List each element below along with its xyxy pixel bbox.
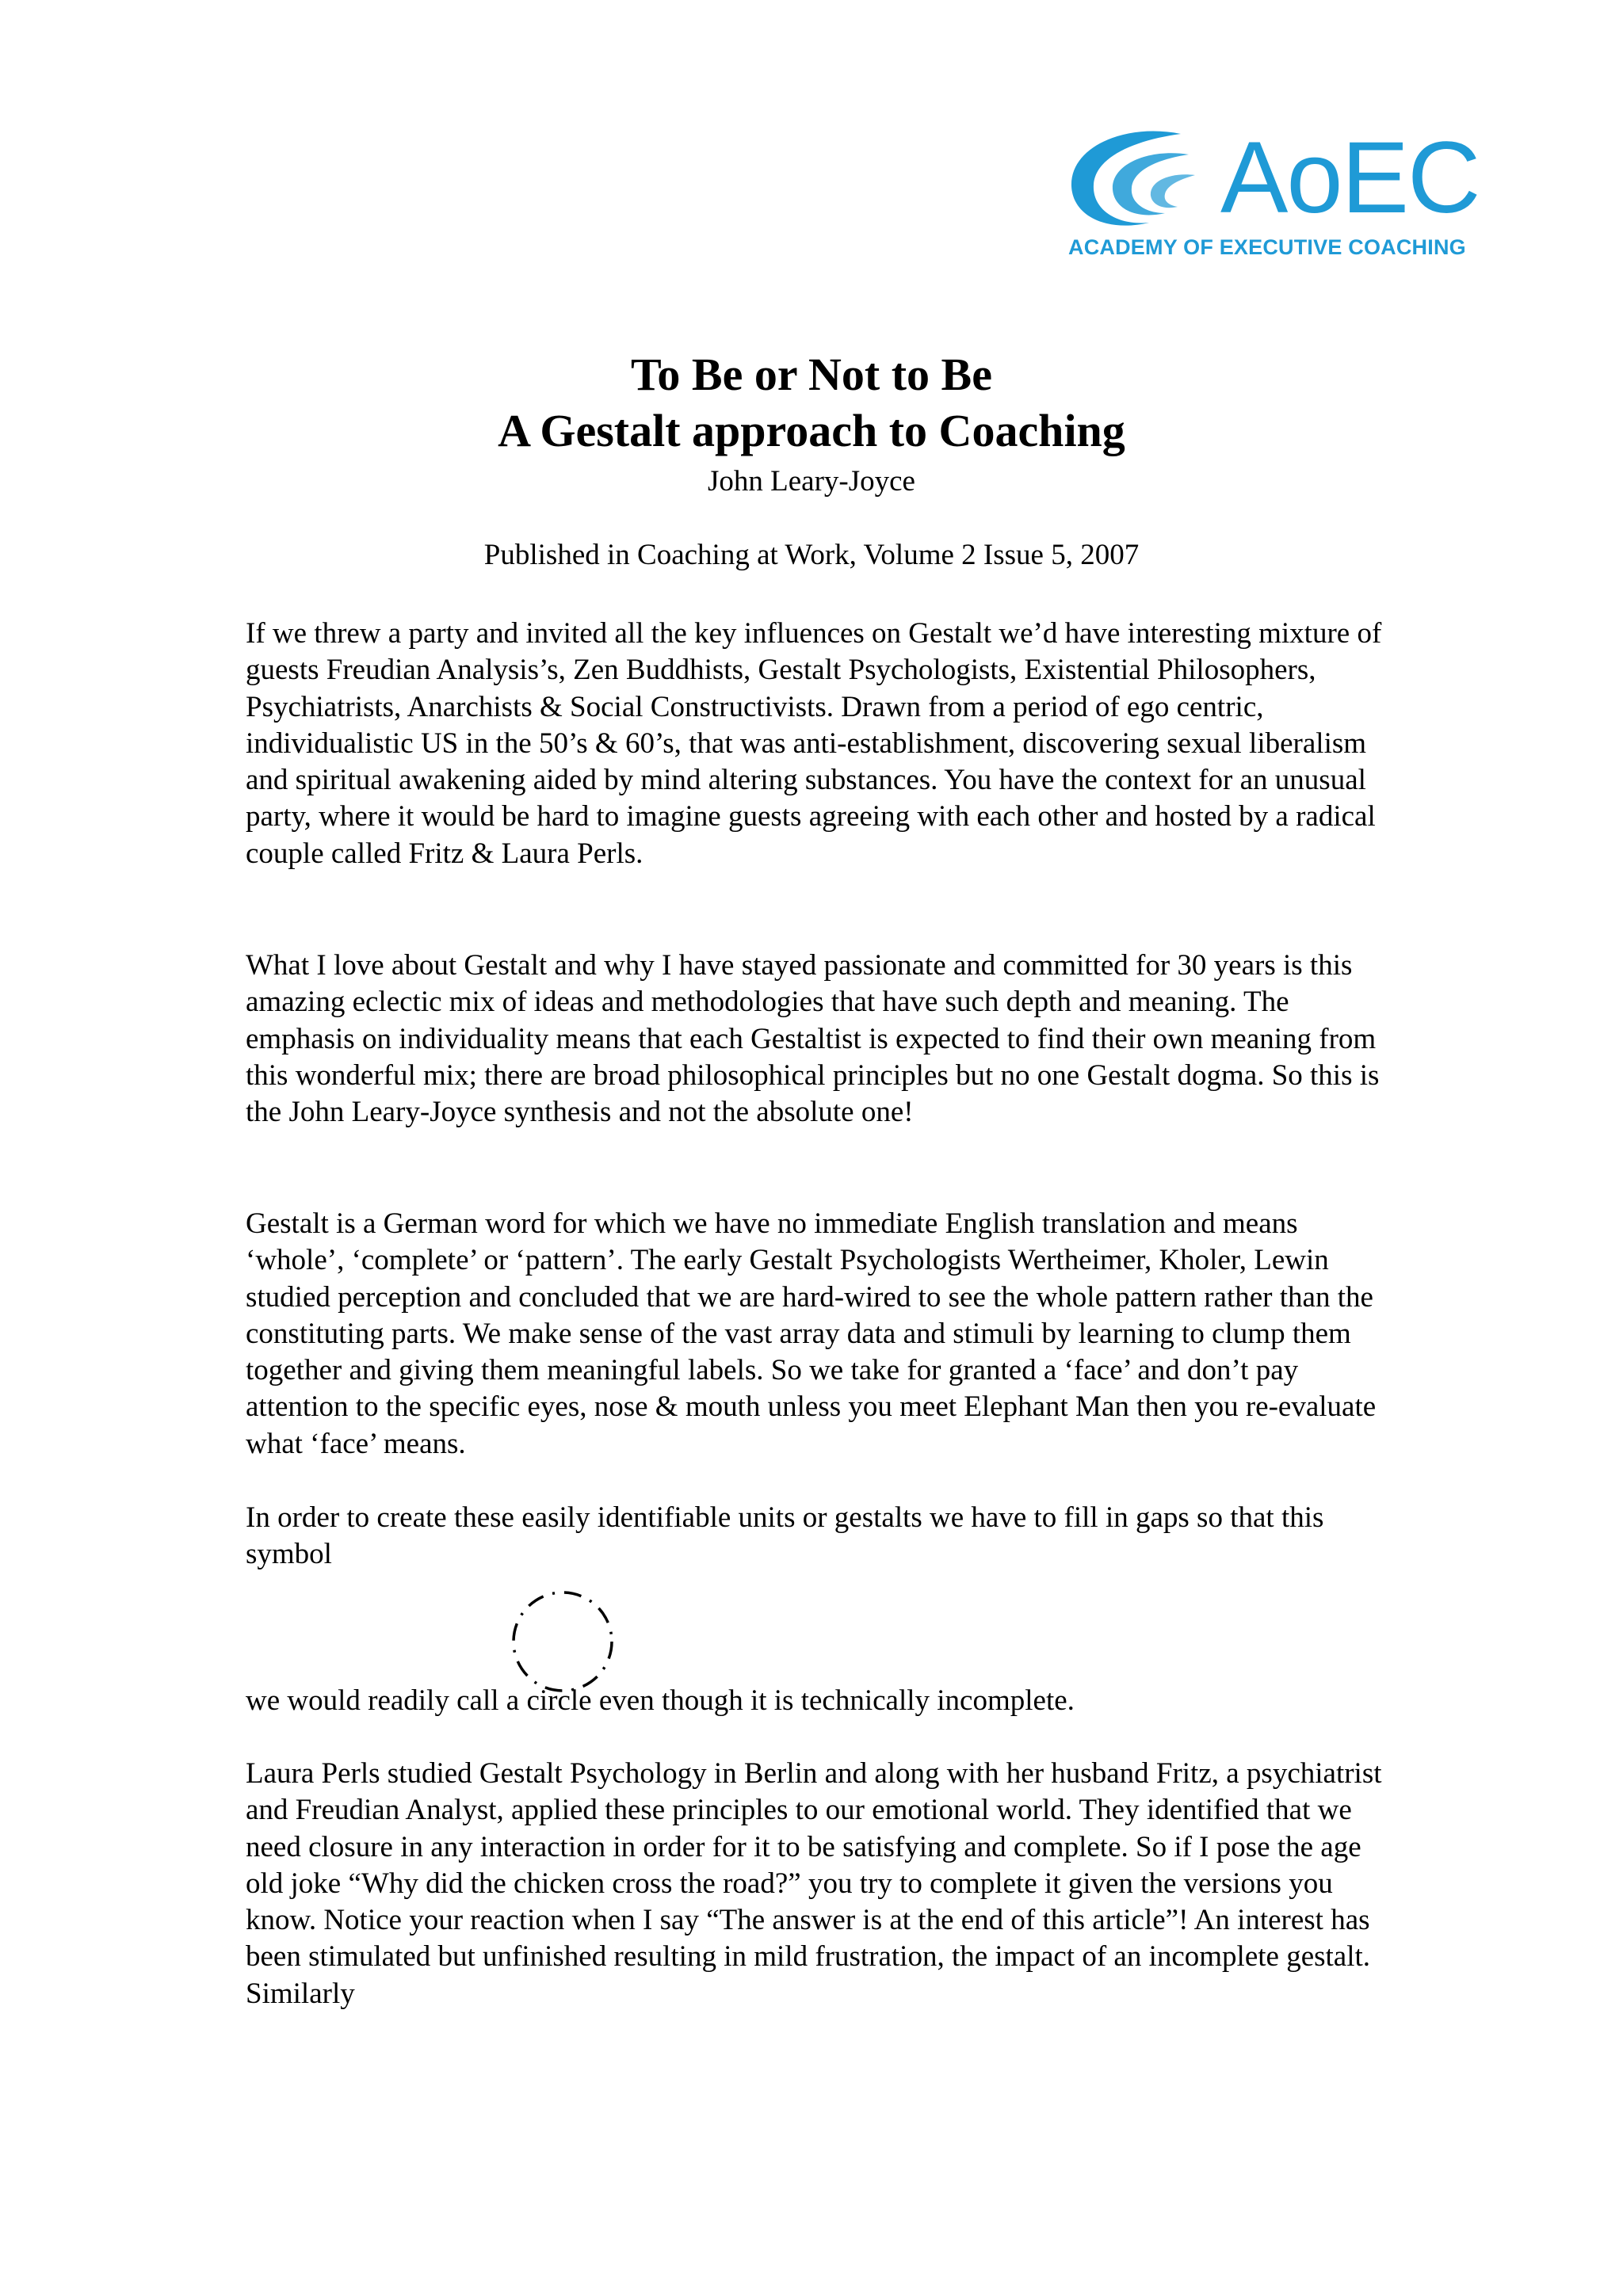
paragraph-5: we would readily call a circle even though it is technically incomplete. — [246, 1684, 1075, 1717]
paragraph-1: If we threw a party and invited all the key influences on Gestalt we’d have interesting mixture of guests Freudian Analysis’s, Zen Buddhists, Gestalt Psychologists, Existential Philosophers, Psychiatrists, Anarchists & Social Constructivists. Drawn from a period of ego centric, individualistic US in the 50’s & 60’s, that was anti-establishment, discovering sexual liberalism and spiritual awakening aided by mind altering substances. You have the context for an unusual party, where it would be hard to imagine guests agreeing with each other and hosted by a radical couple called Fritz & Laura Perls. — [246, 617, 1382, 870]
logo-name: AoEC — [1220, 121, 1480, 235]
page-title: To Be or Not to Be — [631, 349, 992, 400]
paragraph-3: Gestalt is a German word for which we have no immediate English translation and means ‘whole’, ‘complete’ or ‘pattern’. The early Gestalt Psychologists Wertheimer, Kholer, Lewin studied perception and concluded that we are hard-wired to see the whole pattern rather than the constituting parts. We make sense of the vast array data and stimuli by learning to clump them together and giving them meaningful labels. So we take for granted a ‘face’ and don’t pay attention to the specific eyes, nose & mouth unless you meet Elephant Man then you re-evaluate what ‘face’ means. — [246, 1207, 1377, 1460]
paragraph-6: Laura Perls studied Gestalt Psychology in Berlin and along with her husband Fritz, a psychiatrist and Freudian Analyst, applied these principles to our emotional world. They identified that we need closure in any interaction in order for it to be satisfying and complete. So if I pose the age old joke “Why did the chicken cross the road?” you try to complete it given the versions you know. Notice your reaction when I say “The answer is at the end of this article”! An interest has been stimulated but unfinished resulting in mild frustration, the impact of an incomplete gestalt. Similarly — [246, 1757, 1382, 2010]
page-subtitle: A Gestalt approach to Coaching — [498, 405, 1125, 456]
author: John Leary-Joyce — [708, 465, 915, 498]
publication-info: Published in Coaching at Work, Volume 2 Issue 5, 2007 — [483, 539, 1140, 571]
dashed-circle-icon — [507, 1586, 618, 1697]
logo-tagline: ACADEMY OF EXECUTIVE COACHING — [1068, 235, 1466, 259]
aoec-logo — [1062, 123, 1490, 265]
paragraph-4: In order to create these easily identifiable units or gestalts we have to fill in gaps so that this symbol — [246, 1501, 1324, 1571]
paragraph-2: What I love about Gestalt and why I have stayed passionate and committed for 30 years is this amazing eclectic mix of ideas and methodologies that have such depth and meaning. The emphasis on individuality means that each Gestaltist is expected to find their own meaning from this wonderful mix; there are broad philosophical principles but no one Gestalt dogma. So this is the John Leary-Joyce synthesis and not the absolute one! — [246, 949, 1380, 1129]
